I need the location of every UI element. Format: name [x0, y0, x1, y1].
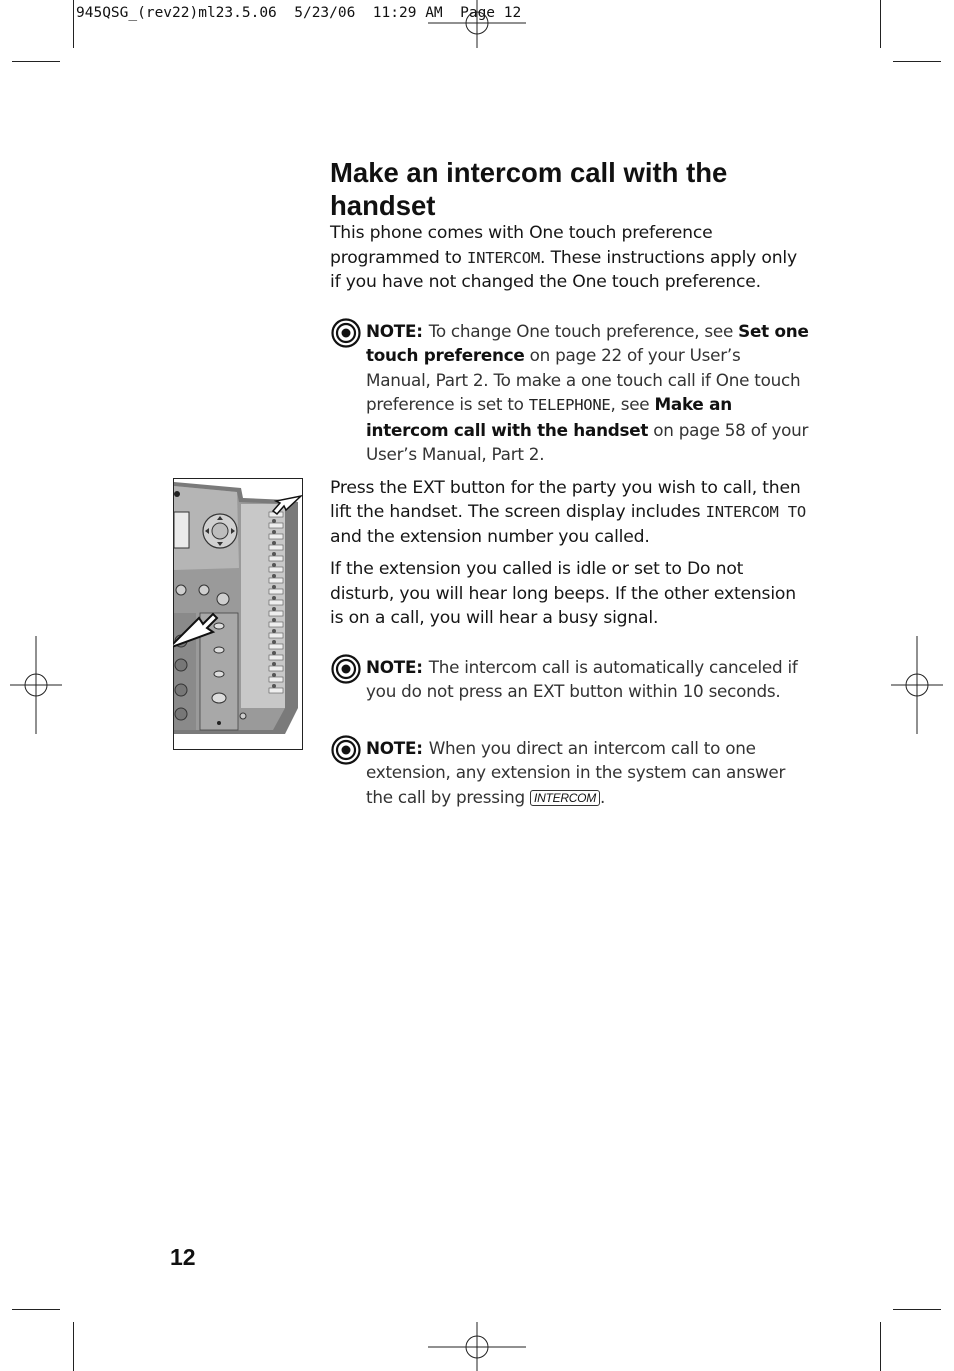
slug-line: 945QSG_(rev22)ml23.5.06 5/23/06 11:29 AM Page 12: [76, 5, 522, 21]
crop-mark: [12, 61, 60, 62]
registration-mark-icon: [10, 636, 62, 734]
registration-mark-icon: [891, 636, 943, 734]
target-icon: [331, 318, 361, 348]
note-answer: NOTE: When you direct an intercom call to one extension, any extension in the system can answer the call by pressing INTERCOM .: [330, 736, 810, 810]
note-one-touch: NOTE: To change One touch preference, see Set one touch preference on page 22 of your User’s Manual, Part 2. To make a one touch call if One touch preference is set to TELEPHONE, see Make an intercom call with the handset on page 58 of your User’s Manual, Part 2.: [330, 319, 810, 467]
registration-mark-icon: [428, 1322, 526, 1371]
note-label: NOTE:: [366, 737, 423, 758]
display-text-intercom-to: INTERCOM TO: [705, 503, 807, 521]
crop-mark: [880, 0, 881, 48]
step-press-ext: Press the EXT button for the party you wish to call, then lift the handset. The screen display includes INTERCOM TO and the extension number you called.: [330, 477, 807, 547]
main-content: [330, 156, 810, 809]
target-icon: [331, 735, 361, 765]
crop-mark: [12, 1309, 60, 1310]
intercom-key-icon: INTERCOM: [530, 790, 600, 806]
crop-mark: [73, 1322, 74, 1371]
display-text-telephone: TELEPHONE: [528, 396, 611, 414]
intro-paragraph: This phone comes with One touch preference programmed to INTERCOM. These instructions apply only if you have not changed the One touch preference.: [330, 223, 797, 292]
step-idle-busy: If the extension you called is idle or set to Do not disturb, you will hear long beeps. If the other extension is on a call, you will hear a busy signal.: [330, 559, 796, 628]
note-cancel: NOTE: The intercom call is automatically canceled if you do not press an EXT button within 10 seconds.: [330, 655, 810, 704]
crop-mark: [893, 1309, 941, 1310]
note-label: NOTE:: [366, 320, 423, 341]
note-label: NOTE:: [366, 656, 423, 677]
xref-intercom-call: Make an intercom call with the handset: [366, 394, 732, 440]
page-title: Make an intercom call with the handset: [330, 157, 728, 221]
target-icon: [331, 654, 361, 684]
telephone-base-illustration: [173, 478, 303, 750]
crop-mark: [893, 61, 941, 62]
display-text-intercom: INTERCOM: [466, 248, 541, 267]
page-number: 12: [170, 1244, 196, 1270]
crop-mark: [880, 1322, 881, 1371]
crop-mark: [73, 0, 74, 48]
xref-set-one-touch: Set one touch preference: [366, 320, 809, 365]
registration-mark-icon: [428, 0, 526, 52]
